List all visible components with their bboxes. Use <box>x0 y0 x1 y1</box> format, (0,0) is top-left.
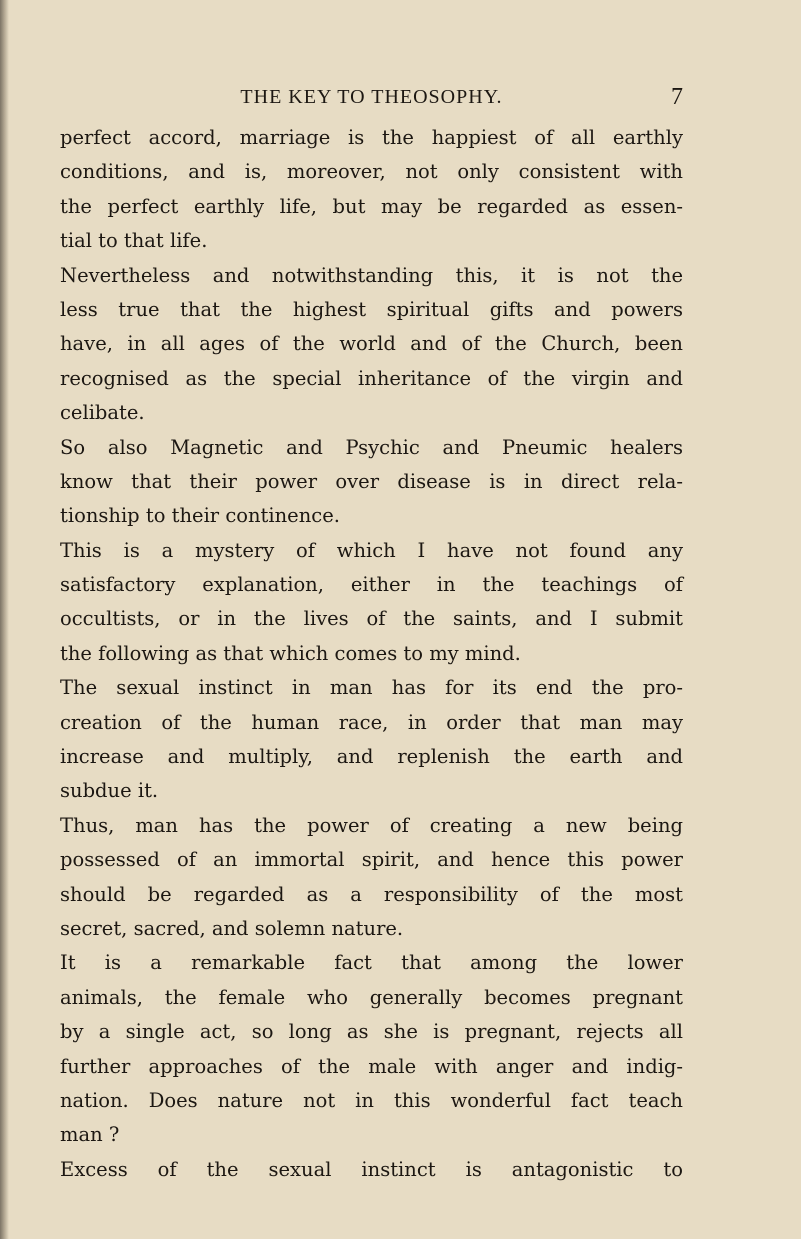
page-number: 7 <box>671 84 683 110</box>
text-line: further approaches of the male with anger and indig- <box>60 1054 683 1078</box>
text-line: It is a remarkable fact that among the lower <box>60 951 683 975</box>
text-line: perfect accord, marriage is the happiest of all earthly <box>60 126 683 149</box>
text-line: So also Magnetic and Psychic and Pneumic healers <box>60 435 683 459</box>
text-line: Excess of the sexual instinct is antagonistic to <box>60 1157 683 1181</box>
page-gutter-shadow <box>0 0 9 1239</box>
text-line: The sexual instinct in man has for its end the pro- <box>60 676 683 700</box>
text-line: tionship to their continence. <box>60 504 340 528</box>
text-line: tial to that life. <box>60 229 208 253</box>
text-line: celibate. <box>60 401 145 425</box>
running-title: THE KEY TO THEOSOPHY. <box>240 86 503 108</box>
text-line: satisfactory explanation, either in the teachings of <box>60 573 683 597</box>
text-line: conditions, and is, moreover, not only consistent with <box>60 160 683 184</box>
text-line: Nevertheless and notwithstanding this, it is not the <box>60 263 683 287</box>
text-line: the perfect earthly life, but may be regarded as essen- <box>60 194 683 218</box>
text-line: Thus, man has the power of creating a new being <box>60 813 683 837</box>
text-line: secret, sacred, and solemn nature. <box>60 916 404 940</box>
text-line: animals, the female who generally becomes pregnant <box>60 985 683 1009</box>
text-line: nation. Does nature not in this wonderful fact teach <box>60 1088 683 1112</box>
text-line: recognised as the special inheritance of the virgin and <box>60 366 683 390</box>
text-line: subdue it. <box>60 779 159 803</box>
text-line: occultists, or in the lives of the saints, and I submit <box>60 607 683 631</box>
text-line: increase and multiply, and replenish the earth and <box>60 745 683 769</box>
text-line: know that their power over disease is in direct rela- <box>60 469 683 493</box>
text-line: by a single act, so long as she is pregnant, rejects all <box>60 1020 683 1044</box>
text-line: man ? <box>60 1123 120 1147</box>
body-text <box>60 121 683 1187</box>
text-line: the following as that which comes to my mind. <box>60 641 521 665</box>
text-line: less true that the highest spiritual gifts and powers <box>60 297 683 321</box>
text-line: should be regarded as a responsibility of the most <box>60 882 683 906</box>
text-line: have, in all ages of the world and of the Church, been <box>60 332 683 356</box>
text-line: creation of the human race, in order that man may <box>60 710 683 734</box>
text-line: possessed of an immortal spirit, and hence this power <box>60 848 683 872</box>
text-line: This is a mystery of which I have not found any <box>60 538 683 562</box>
running-head <box>60 82 683 112</box>
